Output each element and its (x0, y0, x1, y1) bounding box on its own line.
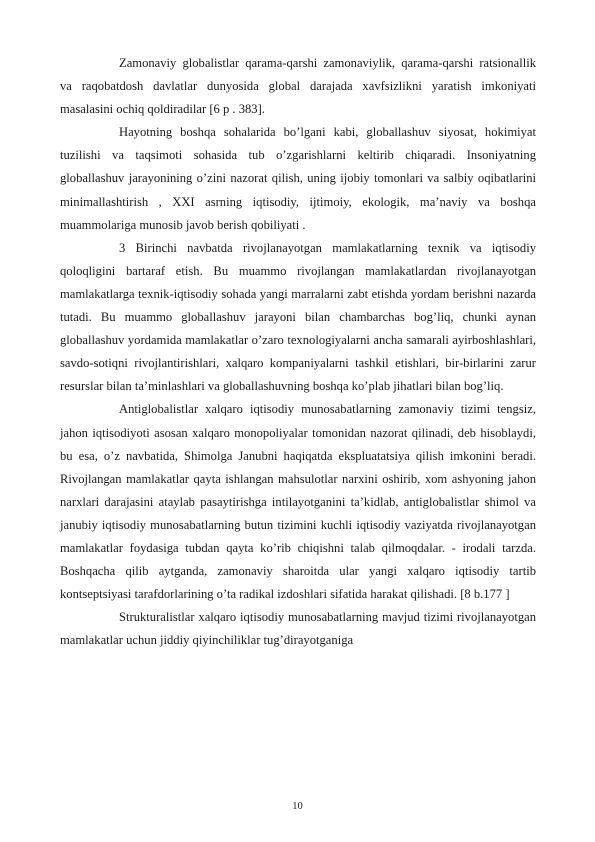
paragraph-antiglobalists: Antiglobalistlar xalqaro iqtisodiy munosabatlarning zamonaviy tizimi tengsiz, jahon iqtisodiyoti asosan xalqaro monopoliyalar tomonidan nazorat qilinadi, deb hisoblaydi, bu esa, o’z navbatida, Shimolga Janubni haqiqatda ekspluatatsiya qilish imkonini beradi. Rivojlangan mamlakatlar qayta ishlangan mahsulotlar narxini oshirib, xom ashyoning jahon narxlari darajasini ataylab pasaytirishga intilayotganini ta’kidlab, antiglobalistlar shimol va janubiy iqtisodiy munosabatlarning butun tizimini kuchli iqtisodiy vaziyatda rivojlanayotgan mamlakatlar foydasiga tubdan qayta ko’rib chiqishni talab qilmoqdalar. - irodali tarzda. Boshqacha qilib aytganda, zamonaviy sharoitda ular yangi xalqaro iqtisodiy tartib kontseptsiyasi tarafdorlarining o’ta radikal izdoshlari sifatida harakat qilishadi. [8 b.177 ] (60, 402, 536, 602)
paragraph-structuralists: Strukturalistlar xalqaro iqtisodiy munosabatlarning mavjud tizimi rivojlanayotgan mamlakatlar uchun jiddiy qiyinchiliklar tug’dirayotganiga (60, 610, 536, 648)
paragraph-developing-countries: 3 Birinchi navbatda rivojlanayotgan mamlakatlarning texnik va iqtisodiy qoloqligini bartaraf etish. Bu muammo rivojlangan mamlakatlardan rivojlanayotgan mamlakatlarga texnik-iqtisodiy sohada yangi marralarni zabt etishda yordam berishni nazarda tutadi. Bu muammo globallashuv jarayoni bilan chambarchas bog’liq, chunki aynan globallashuv yordamida mamlakatlar o’zaro texnologiyalarni ancha samarali ayirboshlashlari, savdo-sotiqni rivojlantirishlari, xalqaro kompaniyalarni tashkil etishlari, bir-birlarini zarur resurslar bilan ta’minlashlari va globallashuvning boshqa ko’plab jihatlari bilan bog’liq. (60, 240, 536, 394)
page-number: 10 (292, 801, 303, 812)
page-body (60, 52, 536, 652)
paragraph-globalists: Zamonaviy globalistlar qarama-qarshi zamonaviylik, qarama-qarshi ratsionallik va raqobatdosh davlatlar dunyosida global darajada xavfsizlikni yaratish imkoniyati masalasini ochiq qoldiradilar [6 p . 383]. (60, 56, 536, 117)
paragraph-politics: Hayotning boshqa sohalarida bo’lgani kabi, globallashuv siyosat, hokimiyat tuzilishi va taqsimoti sohasida tub o’zgarishlarni keltirib chiqaradi. Insoniyatning globallashuv jarayonining o’zini nazorat qilish, uning ijobiy tomonlari va salbiy oqibatlarini minimallashtirish , XXI asrning iqtisodiy, ijtimoiy, ekologik, ma’naviy va boshqa muammolariga munosib javob berish qobiliyati . (60, 125, 536, 232)
